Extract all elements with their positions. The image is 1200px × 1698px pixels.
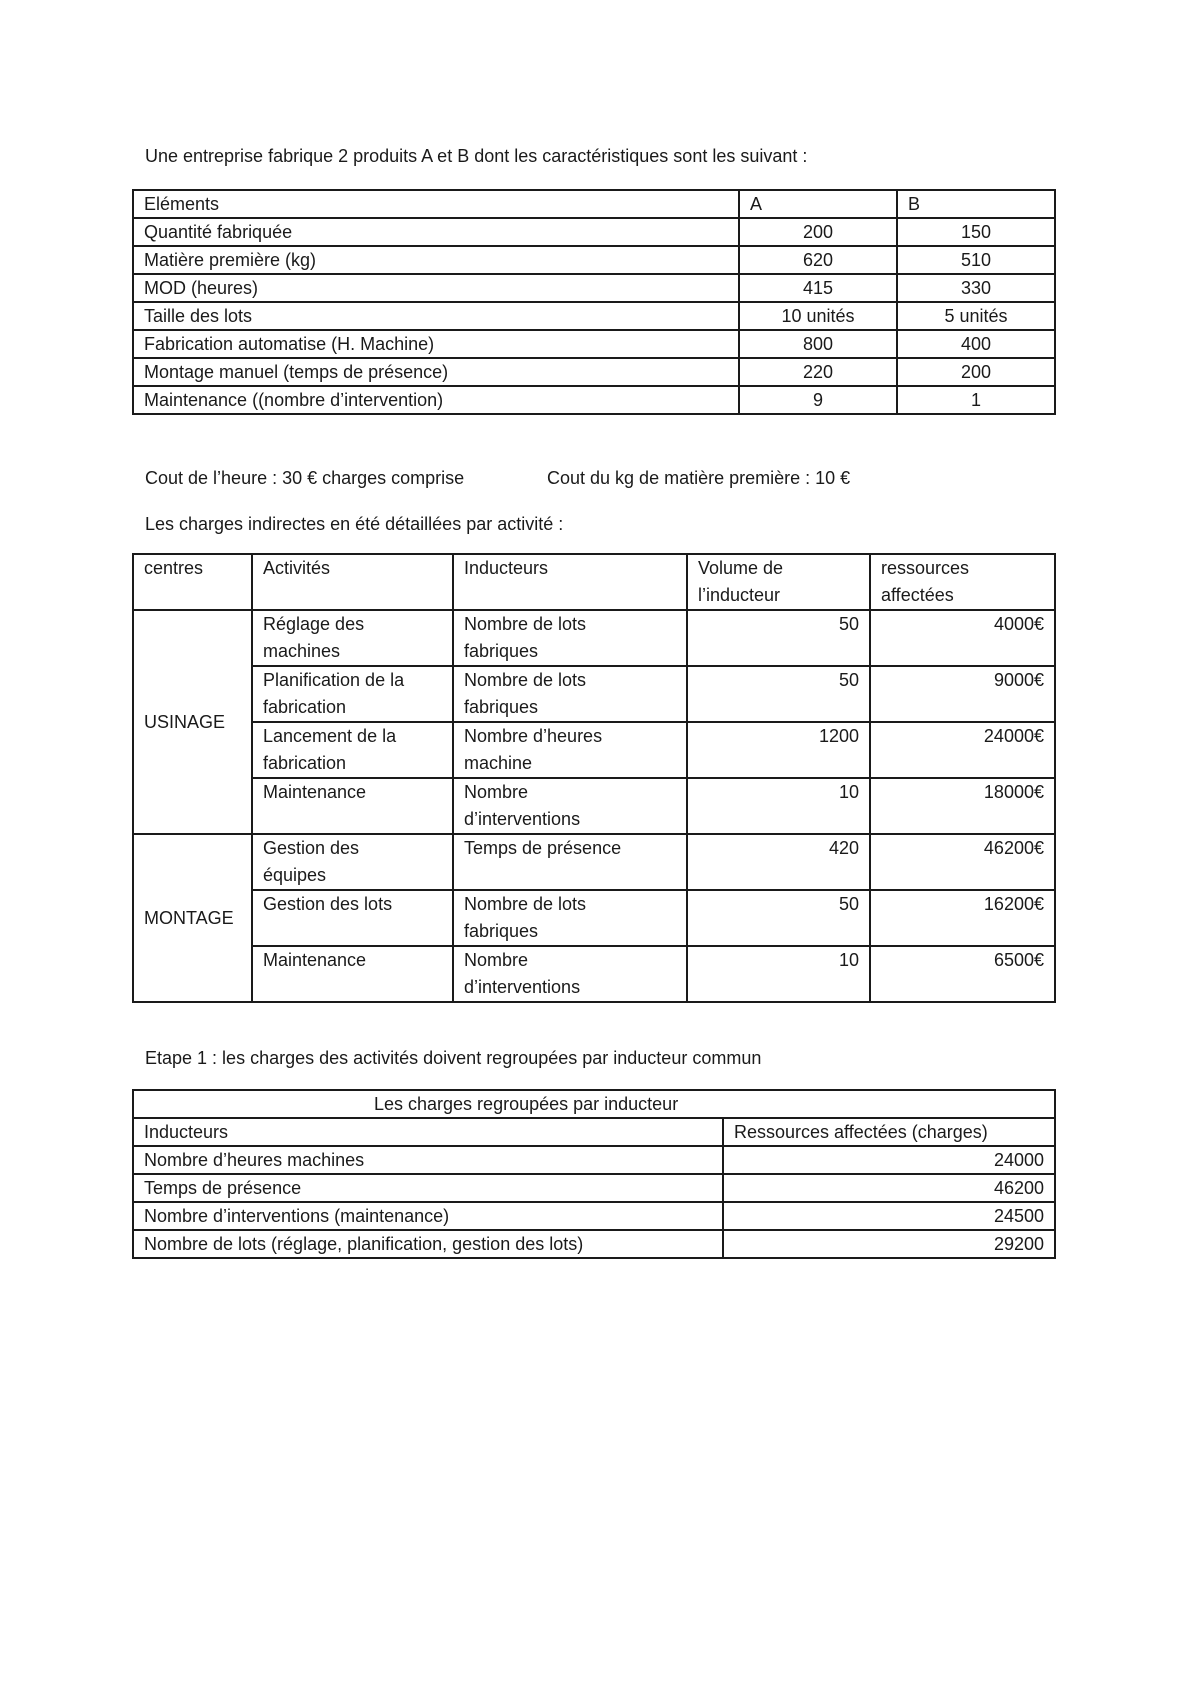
header-volume-line: Volume de bbox=[698, 558, 784, 578]
table-title: Les charges regroupées par inducteur bbox=[133, 1090, 1055, 1118]
value-b: 200 bbox=[897, 358, 1055, 386]
row-label: Matière première (kg) bbox=[133, 246, 739, 274]
activity-line: fabrication bbox=[263, 697, 347, 717]
value-a: 9 bbox=[739, 386, 897, 414]
header-ressources-line: affectées bbox=[881, 585, 954, 605]
activity-line: Maintenance bbox=[263, 782, 367, 802]
row-label: Temps de présence bbox=[133, 1174, 723, 1202]
table-row bbox=[133, 722, 1055, 778]
activity-cell bbox=[252, 666, 453, 722]
value-b: 150 bbox=[897, 218, 1055, 246]
table-header-row bbox=[133, 190, 1055, 218]
table-row bbox=[133, 274, 1055, 302]
grouped-charges-table bbox=[132, 1089, 1056, 1259]
volume-cell: 10 bbox=[687, 946, 870, 1002]
activity-line: fabrication bbox=[263, 753, 347, 773]
header-a: A bbox=[739, 190, 897, 218]
activity-line: Planification de la bbox=[263, 670, 405, 690]
inducer-line: d’interventions bbox=[464, 977, 581, 997]
volume-cell: 10 bbox=[687, 778, 870, 834]
resources-cell: 6500€ bbox=[870, 946, 1055, 1002]
value-b: 400 bbox=[897, 330, 1055, 358]
header-ressources bbox=[870, 554, 1055, 610]
value-a: 620 bbox=[739, 246, 897, 274]
table-row bbox=[133, 778, 1055, 834]
etape1-text: Etape 1 : les charges des activités doivent regroupées par inducteur commun bbox=[145, 1048, 762, 1068]
indirect-charges-title: Les charges indirectes en été détaillées par activité : bbox=[145, 514, 564, 534]
header-ressources: Ressources affectées (charges) bbox=[723, 1118, 1055, 1146]
value-a: 200 bbox=[739, 218, 897, 246]
inducer-line: fabriques bbox=[464, 697, 539, 717]
row-label: Nombre d’interventions (maintenance) bbox=[133, 1202, 723, 1230]
activity-cell bbox=[252, 778, 453, 834]
activity-cell bbox=[252, 722, 453, 778]
activity-line: Gestion des bbox=[263, 838, 360, 858]
table-row bbox=[133, 666, 1055, 722]
row-label: Nombre d’heures machines bbox=[133, 1146, 723, 1174]
activity-line: machines bbox=[263, 641, 341, 661]
inducer-line: Nombre bbox=[464, 782, 529, 802]
table-header-row bbox=[133, 554, 1055, 610]
volume-cell: 420 bbox=[687, 834, 870, 890]
value-a: 800 bbox=[739, 330, 897, 358]
table-row bbox=[133, 610, 1055, 666]
row-label: Taille des lots bbox=[133, 302, 739, 330]
inducer-cell bbox=[453, 946, 687, 1002]
header-volume bbox=[687, 554, 870, 610]
intro-text: Une entreprise fabrique 2 produits A et B dont les caractéristiques sont les suivant : bbox=[145, 146, 808, 166]
table-row bbox=[133, 1202, 1055, 1230]
activity-cell bbox=[252, 610, 453, 666]
activity-line: Gestion des lots bbox=[263, 894, 393, 914]
volume-cell: 50 bbox=[687, 890, 870, 946]
value-a: 10 unités bbox=[739, 302, 897, 330]
inducer-cell bbox=[453, 666, 687, 722]
centre-montage: MONTAGE bbox=[133, 834, 252, 1002]
inducer-line: Temps de présence bbox=[464, 838, 622, 858]
inducer-cell bbox=[453, 890, 687, 946]
inducer-line: fabriques bbox=[464, 641, 539, 661]
table-row bbox=[133, 1174, 1055, 1202]
inducer-cell bbox=[453, 834, 687, 890]
resources-cell: 46200€ bbox=[870, 834, 1055, 890]
characteristics-table bbox=[132, 189, 1056, 415]
centre-usinage: USINAGE bbox=[133, 610, 252, 834]
table-row bbox=[133, 218, 1055, 246]
activity-line: Réglage des bbox=[263, 614, 365, 634]
row-label: Quantité fabriquée bbox=[133, 218, 739, 246]
header-elements: Eléments bbox=[133, 190, 739, 218]
resources-cell: 9000€ bbox=[870, 666, 1055, 722]
row-label: Fabrication automatise (H. Machine) bbox=[133, 330, 739, 358]
header-ressources-line: ressources bbox=[881, 558, 970, 578]
row-value: 29200 bbox=[723, 1230, 1055, 1258]
activities-table bbox=[132, 553, 1056, 1003]
volume-cell: 50 bbox=[687, 610, 870, 666]
table-row bbox=[133, 1146, 1055, 1174]
inducer-line: Nombre d’heures bbox=[464, 726, 603, 746]
inducer-cell bbox=[453, 610, 687, 666]
row-value: 24000 bbox=[723, 1146, 1055, 1174]
cost-material-text: Cout du kg de matière première : 10 € bbox=[547, 468, 851, 488]
header-inducteurs: Inducteurs bbox=[133, 1118, 723, 1146]
value-b: 510 bbox=[897, 246, 1055, 274]
row-value: 24500 bbox=[723, 1202, 1055, 1230]
inducer-line: Nombre bbox=[464, 950, 529, 970]
header-inducteurs: Inducteurs bbox=[453, 554, 687, 610]
inducer-line: Nombre de lots bbox=[464, 670, 587, 690]
header-volume-line: l’inducteur bbox=[698, 585, 781, 605]
table-row bbox=[133, 386, 1055, 414]
inducer-cell bbox=[453, 778, 687, 834]
table-row bbox=[133, 834, 1055, 890]
inducer-line: fabriques bbox=[464, 921, 539, 941]
inducer-line: Nombre de lots bbox=[464, 894, 587, 914]
row-value: 46200 bbox=[723, 1174, 1055, 1202]
row-label: Nombre de lots (réglage, planification, gestion des lots) bbox=[133, 1230, 723, 1258]
value-a: 220 bbox=[739, 358, 897, 386]
header-activites: Activités bbox=[252, 554, 453, 610]
activity-line: Maintenance bbox=[263, 950, 367, 970]
table-row bbox=[133, 330, 1055, 358]
table-header-row bbox=[133, 1118, 1055, 1146]
inducer-line: machine bbox=[464, 753, 533, 773]
table-row bbox=[133, 358, 1055, 386]
row-label: MOD (heures) bbox=[133, 274, 739, 302]
table-row bbox=[133, 1230, 1055, 1258]
row-label: Montage manuel (temps de présence) bbox=[133, 358, 739, 386]
table-row bbox=[133, 946, 1055, 1002]
table-row bbox=[133, 890, 1055, 946]
row-label: Maintenance ((nombre d’intervention) bbox=[133, 386, 739, 414]
inducer-line: d’interventions bbox=[464, 809, 581, 829]
volume-cell: 1200 bbox=[687, 722, 870, 778]
header-b: B bbox=[897, 190, 1055, 218]
activity-cell bbox=[252, 834, 453, 890]
table-title-row bbox=[133, 1090, 1055, 1118]
value-b: 5 unités bbox=[897, 302, 1055, 330]
value-a: 415 bbox=[739, 274, 897, 302]
table-row bbox=[133, 246, 1055, 274]
resources-cell: 18000€ bbox=[870, 778, 1055, 834]
table-row bbox=[133, 302, 1055, 330]
activity-cell bbox=[252, 946, 453, 1002]
cost-hour-text: Cout de l’heure : 30 € charges comprise bbox=[145, 468, 465, 488]
volume-cell: 50 bbox=[687, 666, 870, 722]
value-b: 1 bbox=[897, 386, 1055, 414]
resources-cell: 16200€ bbox=[870, 890, 1055, 946]
inducer-line: Nombre de lots bbox=[464, 614, 587, 634]
inducer-cell bbox=[453, 722, 687, 778]
resources-cell: 24000€ bbox=[870, 722, 1055, 778]
activity-line: équipes bbox=[263, 865, 327, 885]
header-centres: centres bbox=[133, 554, 252, 610]
activity-cell bbox=[252, 890, 453, 946]
value-b: 330 bbox=[897, 274, 1055, 302]
activity-line: Lancement de la bbox=[263, 726, 397, 746]
resources-cell: 4000€ bbox=[870, 610, 1055, 666]
